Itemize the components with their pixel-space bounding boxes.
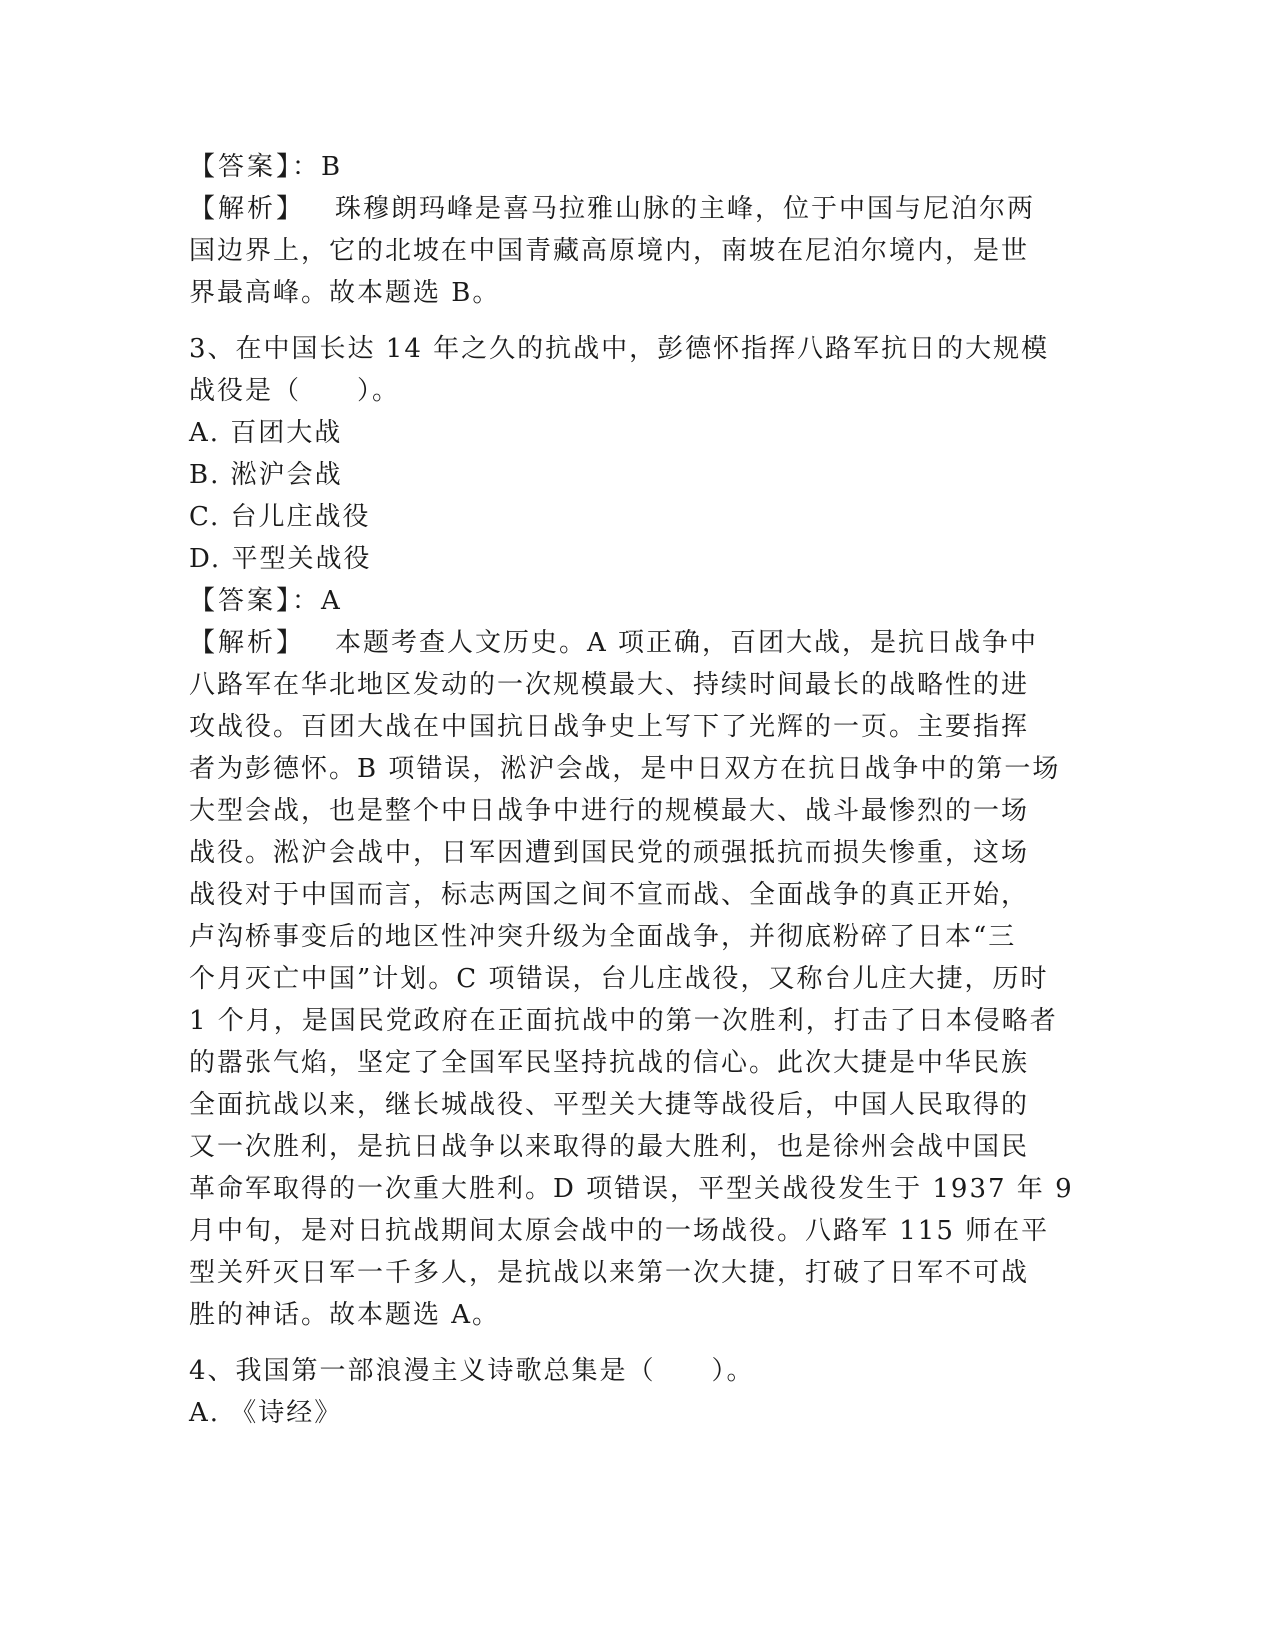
q3-option-d: D. 平型关战役 bbox=[189, 544, 372, 574]
q3-analysis-line: 战役。淞沪会战中，日军因遭到国民党的顽强抵抗而损失惨重，这场 bbox=[189, 838, 1030, 868]
q3-analysis-line: 攻战役。百团大战在中国抗日战争史上写下了光辉的一页。主要指挥 bbox=[189, 712, 1030, 742]
q3-analysis-line: 卢沟桥事变后的地区性冲突升级为全面战争，并彻底粉碎了日本“三 bbox=[189, 922, 1017, 952]
analysis-label: 【解析】 bbox=[189, 194, 306, 224]
q4-block bbox=[189, 1350, 1089, 1434]
q4-option-a: A. 《诗经》 bbox=[189, 1398, 343, 1428]
answer-value: A bbox=[321, 586, 342, 616]
q3-analysis-line: 八路军在华北地区发动的一次规模最大、持续时间最长的战略性的进 bbox=[189, 670, 1030, 700]
q3-analysis-line: 月中旬，是对日抗战期间太原会战中的一场战役。八路军 115 师在平 bbox=[189, 1216, 1050, 1246]
q2-answer-block bbox=[189, 146, 1089, 314]
q3-option-c: C. 台儿庄战役 bbox=[189, 502, 371, 532]
document-page bbox=[189, 146, 1089, 1434]
q2-answer bbox=[189, 146, 1089, 188]
q2-analysis-line: 界最高峰。故本题选 B。 bbox=[189, 278, 501, 308]
q3-analysis-line: 1 个月，是国民党政府在正面抗战中的第一次胜利，打击了日本侵略者 bbox=[189, 1006, 1058, 1036]
q3-analysis-line: 个月灭亡中国”计划。C 项错误，台儿庄战役，又称台儿庄大捷，历时 bbox=[189, 964, 1049, 994]
q2-analysis-line: 【解析】 珠穆朗玛峰是喜马拉雅山脉的主峰，位于中国与尼泊尔两 bbox=[189, 194, 1036, 224]
answer-label: 【答案】： bbox=[189, 152, 322, 182]
q3-question-line: 战役是（ ）。 bbox=[189, 376, 401, 406]
analysis-label: 【解析】 bbox=[189, 628, 306, 658]
q2-analysis-line: 国边界上，它的北坡在中国青藏高原境内，南坡在尼泊尔境内，是世 bbox=[189, 236, 1030, 266]
q3-analysis-line: 全面抗战以来，继长城战役、平型关大捷等战役后，中国人民取得的 bbox=[189, 1090, 1030, 1120]
q3-answer bbox=[189, 580, 1089, 622]
q4-question-line: 4、我国第一部浪漫主义诗歌总集是（ ）。 bbox=[189, 1356, 755, 1386]
q3-analysis-line: 又一次胜利，是抗日战争以来取得的最大胜利，也是徐州会战中国民 bbox=[189, 1132, 1030, 1162]
q3-analysis-line: 型关歼灭日军一千多人，是抗战以来第一次大捷，打破了日军不可战 bbox=[189, 1258, 1030, 1288]
answer-label: 【答案】： bbox=[189, 586, 322, 616]
q3-question-line: 3、在中国长达 14 年之久的抗战中，彭德怀指挥八路军抗日的大规模 bbox=[189, 334, 1050, 364]
q3-block bbox=[189, 328, 1089, 1336]
q3-analysis-line: 【解析】 本题考查人文历史。A 项正确，百团大战，是抗日战争中 bbox=[189, 628, 1039, 658]
q3-analysis-line: 革命军取得的一次重大胜利。D 项错误，平型关战役发生于 1937 年 9 bbox=[189, 1174, 1074, 1204]
q3-analysis-line: 的嚣张气焰，坚定了全国军民坚持抗战的信心。此次大捷是中华民族 bbox=[189, 1048, 1030, 1078]
q3-analysis-line: 者为彭德怀。B 项错误，淞沪会战，是中日双方在抗日战争中的第一场 bbox=[189, 754, 1061, 784]
answer-value: B bbox=[321, 152, 343, 182]
q3-analysis-line: 大型会战，也是整个中日战争中进行的规模最大、战斗最惨烈的一场 bbox=[189, 796, 1030, 826]
q3-analysis-line: 战役对于中国而言，标志两国之间不宣而战、全面战争的真正开始， bbox=[189, 880, 1030, 910]
q3-option-a: A. 百团大战 bbox=[189, 418, 343, 448]
q3-option-b: B. 淞沪会战 bbox=[189, 460, 343, 490]
q3-analysis-line: 胜的神话。故本题选 A。 bbox=[189, 1300, 501, 1330]
